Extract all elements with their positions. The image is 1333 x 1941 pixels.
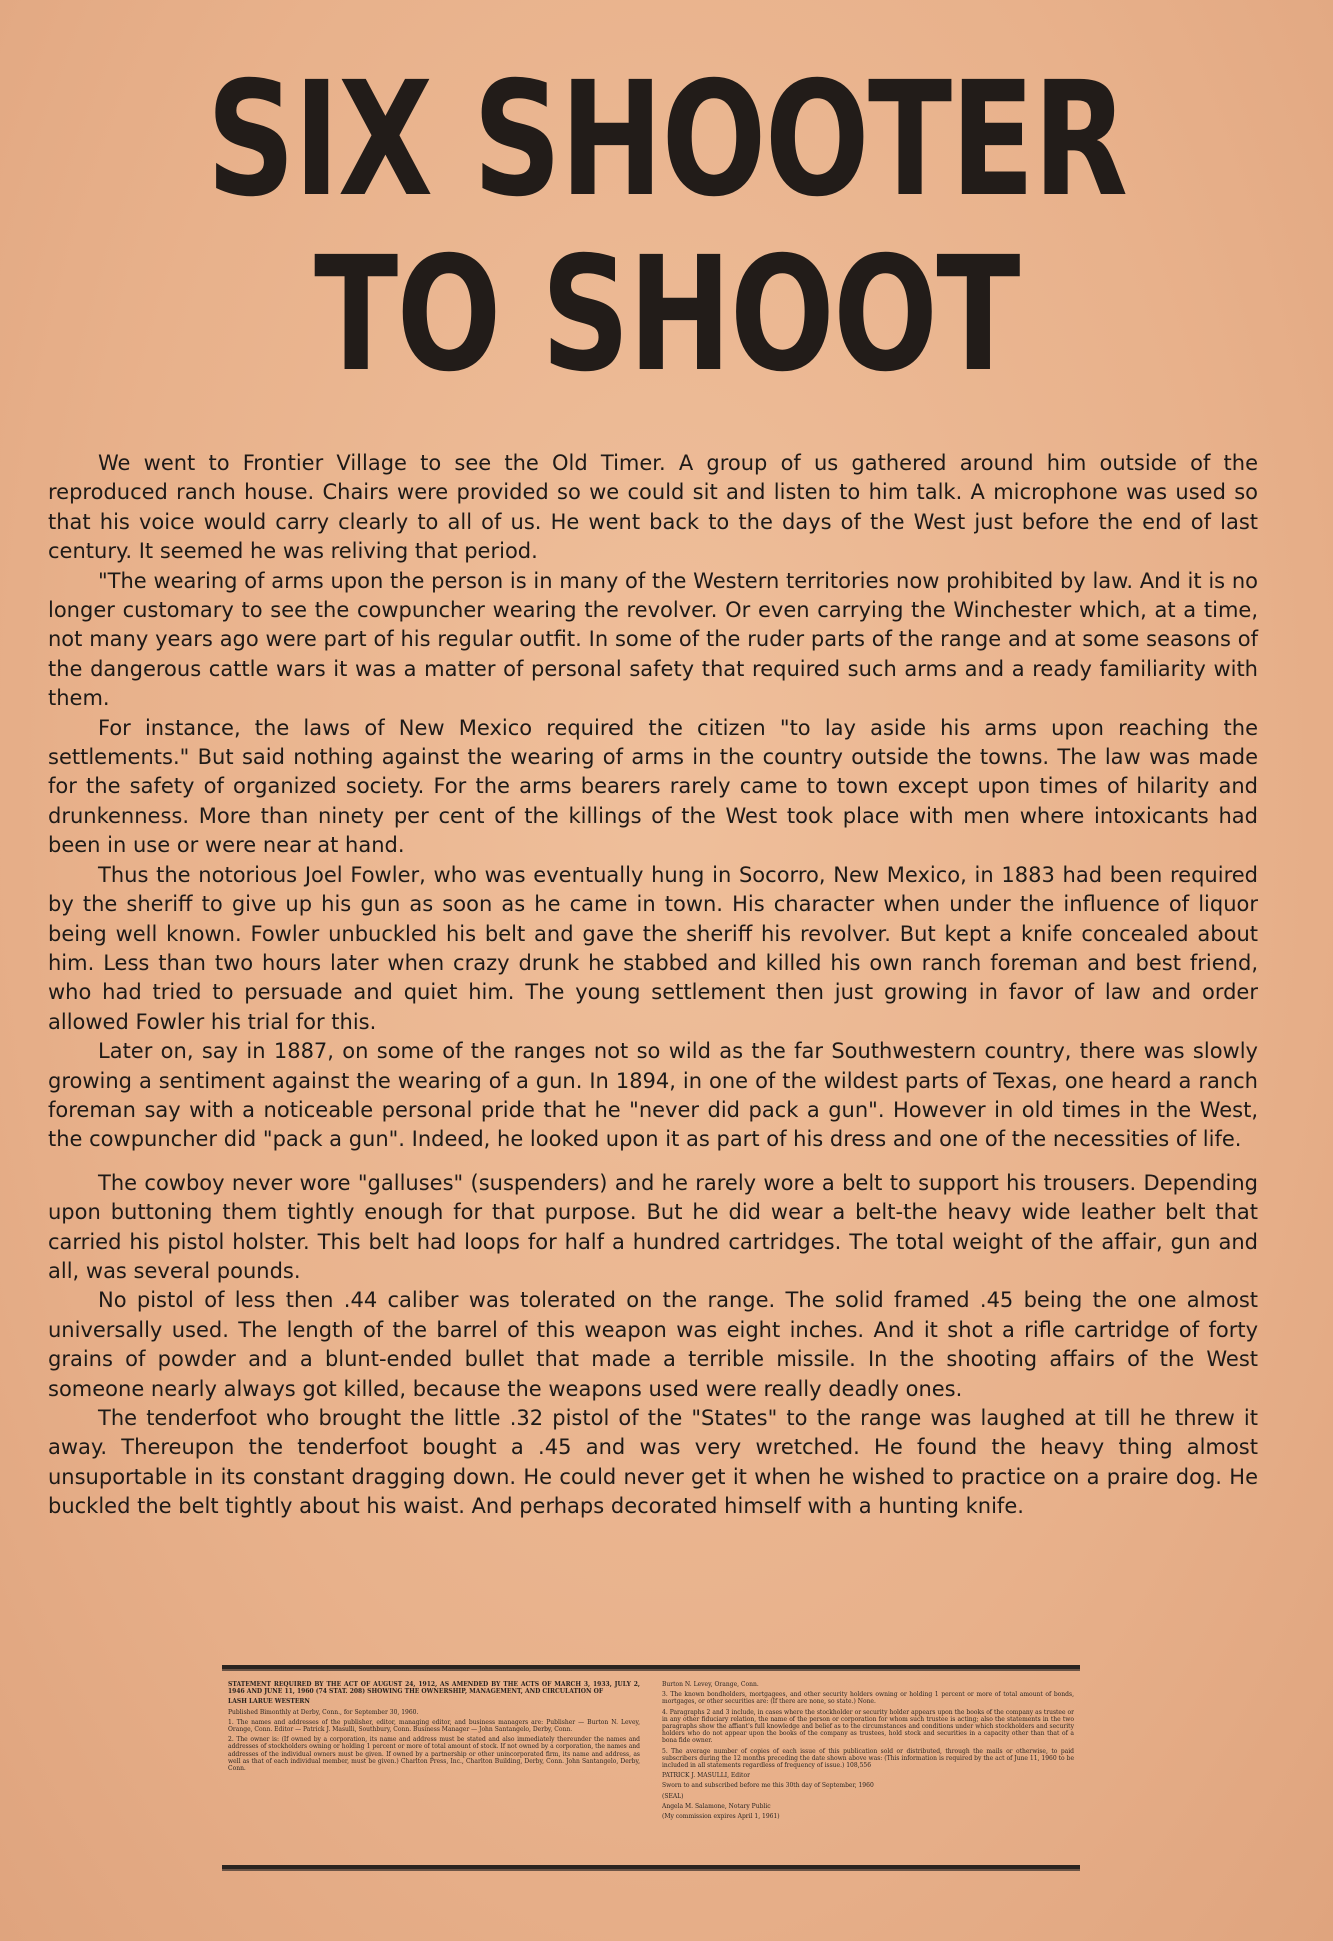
statement-item-1: 1. The names and addresses of the publisher, editor, managing editor, and business managers are: Publisher — Burton N. Levey, Orange, Conn. Editor — Patrick J. Masulli, Southbury, Conn. Business Manager — John Santangelo, Derby, Conn. (228, 1718, 640, 1734)
paragraph-4: Thus the notorious Joel Fowler, who was eventually hung in Socorro, New Mexico, in 1883 had been required by the sheriff to give up his gun as soon as he came in town. His character when under the influence of liquor being well known. Fowler unbuckled his belt and gave the sheriff his revolver. But kept a knife concealed about him. Less than two hours later when crazy drunk he stabbed and killed his own ranch foreman and best friend, who had tried to persuade and quiet him. The young settlement then just growing in favor of law and order allowed Fowler his trial for this. (48, 862, 1258, 1034)
statement-top-rule (222, 1665, 1080, 1671)
article-body (48, 449, 1258, 1522)
paragraph-7: No pistol of less then .44 caliber was tolerated on the range. The solid framed .45 being the one almost universally used. The length of the barrel of this weapon was eight inches. And it shot a rifle cartridge of forty grains of powder and a blunt-ended bullet that made a terrible missile. In the shooting affairs of the West someone nearly always got killed, because the weapons used were really deadly ones. (48, 1288, 1258, 1401)
paragraph-2: "The wearing of arms upon the person is in many of the Western territories now prohibited by law. And it is no longer customary to see the cowpuncher wearing the revolver. Or even carrying the Winchester which, at a time, not many years ago were part of his regular outfit. In some of the ruder parts of the range and at some seasons of the dangerous cattle wars it was a matter of personal safety that required such arms and a ready familiarity with them. (48, 568, 1258, 711)
paragraph-1: We went to Frontier Village to see the Old Timer. A group of us gathered around him outside of the reproduced ranch house. Chairs were provided so we could sit and listen to him talk. A microphone was used so that his voice would carry clearly to all of us. He went back to the days of the West just before the end of last century. It seemed he was reliving that period. (48, 451, 1258, 564)
statement-item-2: 2. The owner is: (If owned by a corporation, its name and address must be stated and also immediately thereunder the names and addresses of stockholders owning or holding 1 percent or more of total amount of stock. If not owned by a corporation, the names and addresses of the individual owners must be given. If owned by a partnership or other unincorporated firm, its name and address, as well as that of each individual member, must be given.) Charlton Press, Inc., Charlton Building, Derby, Conn. John Santangelo, Derby, Conn. (228, 1736, 640, 1773)
paragraph-3: For instance, the laws of New Mexico required the citizen "to lay aside his arms upon reaching the settlements." But said nothing against the wearing of arms in the country outside the towns. The law was made for the safety of organized society. For the arms bearers rarely came to town except upon times of hilarity and drunkenness. More than ninety per cent of the killings of the West took place with men where intoxicants had been in use or were near at hand. (48, 715, 1258, 858)
title-line-2: TO SHOOT (314, 223, 1019, 407)
statement-item-4: 4. Paragraphs 2 and 3 include, in cases where the stockholder or security holder appears upon the books of the company as trustee or in any other fiduciary relation, the name of the person or corporation for whom such trustee is acting; also the statements in the two paragraphs show the affiant's full knowledge and belief as to the circumstances and conditions under which stockholders and security holders who do not appear upon the books of the company as trustees, hold stock and securities in a capacity other than that of a bona fide owner. (662, 1708, 1074, 1745)
title-line-1: SIX SHOOTER (206, 48, 1127, 232)
paragraph-6: The cowboy never wore "galluses" (suspenders) and he rarely wore a belt to support his trousers. Depending upon buttoning them tightly enough for that purpose. But he did wear a belt-the heavy wide leather belt that carried his pistol holster. This belt had loops for half a hundred cartridges. The total weight of the affair, gun and all, was several pounds. (48, 1170, 1258, 1283)
statement-right-column (662, 1681, 1074, 1859)
statement-left-column (228, 1681, 640, 1859)
statement-item-3: 3. The known bondholders, mortgagees, and other security holders owning or holding 1 percent or more of total amount of bonds, mortgages, or other securities are: (If there are none, so state.) None. (662, 1691, 1074, 1706)
statement-owner-2: Burton N. Levey, Orange, Conn. (662, 1681, 759, 1688)
statement-signature: PATRICK J. MASULLI, Editor (662, 1772, 750, 1780)
statement-published: Published Bimonthly at Derby, Conn., for September 30, 1960. (228, 1708, 419, 1716)
statement-publication: LASH LARUE WESTERN (228, 1698, 310, 1706)
ownership-statement (222, 1665, 1080, 1873)
statement-sworn: Sworn to and subscribed before me this 30th day of September, 1960 (662, 1782, 874, 1790)
statement-item-5: 5. The average number of copies of each issue of this publication sold or distributed, through the mails or otherwise, to paid subscribers during the 12 months preceding the date shown above was: (This information is required by the act of June 11, 1960 to be included in all statements regardless of frequency of issue.) 108,556 (662, 1747, 1074, 1770)
statement-seal: (SEAL) (662, 1792, 684, 1800)
paragraph-8: The tenderfoot who brought the little .32 pistol of the "States" to the range was laughed at till he threw it away. Thereupon the tenderfoot bought a .45 and was very wretched. He found the heavy thing almost unsuportable in its constant dragging down. He could never get it when he wished to practice on a praire dog. He buckled the belt tightly about his waist. And perhaps decorated himself with a hunting knife. (48, 1406, 1258, 1519)
statement-bottom-rule (222, 1865, 1080, 1871)
paragraph-5: Later on, say in 1887, on some of the ranges not so wild as the far Southwestern country, there was slowly growing a sentiment against the wearing of a gun. In 1894, in one of the wildest parts of Texas, one heard a ranch foreman say with a noticeable personal pride that he "never did pack a gun". However in old times in the West, the cowpuncher did "pack a gun". Indeed, he looked upon it as part of his dress and one of the necessities of life. (48, 1039, 1258, 1152)
statement-notary: Angela M. Salamone, Notary Public (662, 1802, 771, 1810)
statement-heading: STATEMENT REQUIRED BY THE ACT OF AUGUST 24, 1912, AS AMENDED BY THE ACTS OF MARCH 3, 1933, JULY 2, 1946 AND JUNE 11, 1960 (74 STAT. 208) SHOWING THE OWNERSHIP, MANAGEMENT, AND CIRCULATION OF (228, 1681, 640, 1696)
statement-expires: (My commission expires April 1, 1961) (662, 1813, 780, 1821)
